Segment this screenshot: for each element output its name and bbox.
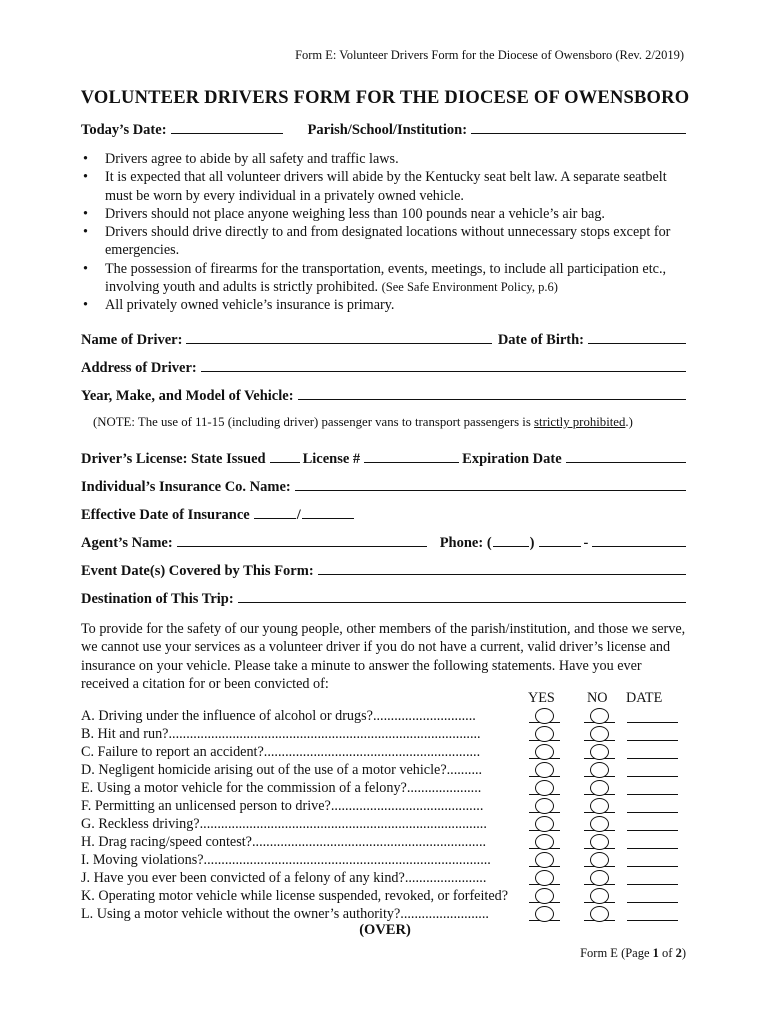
license-row xyxy=(81,451,686,468)
rule-item: • It is expected that all volunteer drivers will abide by the Kentucky seat belt law. A separate seatbelt must be worn by every individual in a privately owned vehicle. xyxy=(81,168,691,205)
agent-label: Agent’s Name: xyxy=(81,535,173,551)
date-field[interactable] xyxy=(627,776,678,777)
date-field[interactable] xyxy=(627,740,678,741)
effective-date-label: Effective Date of Insurance xyxy=(81,507,250,523)
question-text: H. Drag racing/speed contest?.................................................................. xyxy=(81,834,487,850)
agent-row: Agent’s Name: Phone: ( ) - xyxy=(81,535,686,552)
yes-radio[interactable] xyxy=(535,780,554,796)
yes-column-header: YES xyxy=(528,690,555,706)
yes-radio[interactable] xyxy=(535,906,554,922)
no-radio[interactable] xyxy=(590,762,609,778)
no-radio[interactable] xyxy=(590,798,609,814)
no-column-header: NO xyxy=(587,690,608,706)
question-text: K. Operating motor vehicle while license suspended, revoked, or forfeited? xyxy=(81,888,509,904)
rule-item: • Drivers agree to abide by all safety and traffic laws. xyxy=(81,150,691,168)
insurance-field[interactable] xyxy=(295,490,686,491)
address-row xyxy=(81,360,686,377)
van-note: (NOTE: The use of 11-15 (including driver) passenger vans to transport passengers is strictly prohibited.) xyxy=(93,415,633,429)
license-number-label: License # xyxy=(302,451,361,467)
date-field[interactable] xyxy=(627,830,678,831)
vehicle-label: Year, Make, and Model of Vehicle: xyxy=(81,388,294,404)
question-text: G. Reckless driving?................................................................................. xyxy=(81,816,487,832)
effective-date-row: Effective Date of Insurance / xyxy=(81,507,371,524)
question-text: L. Using a motor vehicle without the owner’s authority?......................... xyxy=(81,906,489,922)
vehicle-row xyxy=(81,388,686,405)
phone-line-field[interactable] xyxy=(592,546,686,547)
expiration-label: Expiration Date xyxy=(462,451,562,467)
date-field[interactable] xyxy=(627,794,678,795)
yes-radio[interactable] xyxy=(535,744,554,760)
rule-item: • The possession of firearms for the transportation, events, meetings, to include all participation etc., involving youth and adults is strictly prohibited. (See Safe Environment Policy, p.6) xyxy=(81,260,691,297)
destination-field[interactable] xyxy=(238,602,686,603)
rule-item: • Drivers should drive directly to and from designated locations without unnecessary stops except for emergencies. xyxy=(81,223,691,260)
address-label: Address of Driver: xyxy=(81,360,197,376)
question-text: B. Hit and run?........................................................................................ xyxy=(81,726,481,742)
no-radio[interactable] xyxy=(590,726,609,742)
address-field[interactable] xyxy=(201,371,686,372)
form-title: VOLUNTEER DRIVERS FORM FOR THE DIOCESE OF OWENSBORO xyxy=(80,88,690,108)
page-number: Form E (Page 1 of 2) xyxy=(580,946,686,960)
no-radio[interactable] xyxy=(590,888,609,904)
phone-label: Phone: ( xyxy=(439,535,492,551)
question-text: F. Permitting an unlicensed person to drive?........................................... xyxy=(81,798,484,814)
form-reference: Form E: Volunteer Drivers Form for the Diocese of Owensboro (Rev. 2/2019) xyxy=(295,48,684,62)
todays-date-field[interactable] xyxy=(171,133,283,134)
yes-radio[interactable] xyxy=(535,708,554,724)
yes-radio[interactable] xyxy=(535,816,554,832)
date-field[interactable] xyxy=(627,758,678,759)
no-radio[interactable] xyxy=(590,708,609,724)
no-radio[interactable] xyxy=(590,780,609,796)
date-field[interactable] xyxy=(627,812,678,813)
effective-month-field[interactable] xyxy=(254,518,296,519)
yes-radio[interactable] xyxy=(535,888,554,904)
yes-radio[interactable] xyxy=(535,726,554,742)
insurance-label: Individual’s Insurance Co. Name: xyxy=(81,479,291,495)
policy-reference: (See Safe Environment Policy, p.6) xyxy=(381,280,558,295)
intro-paragraph: To provide for the safety of our young people, other members of the parish/institution, and those we serve, we cannot use your services as a volunteer driver if you do not have a current, valid driver’s license and insurance on your vehicle. Please take a minute to answer the following statements. Have you ever received a citation for or been convicted of: xyxy=(81,621,686,692)
yes-radio[interactable] xyxy=(535,870,554,886)
dob-label: Date of Birth: xyxy=(497,332,584,348)
phone-prefix-field[interactable] xyxy=(539,546,581,547)
date-parish-row xyxy=(81,122,686,139)
destination-label: Destination of This Trip: xyxy=(81,591,234,607)
destination-row xyxy=(81,591,686,608)
parish-field[interactable] xyxy=(471,133,686,134)
question-text: I. Moving violations?................................................................................. xyxy=(81,852,491,868)
no-radio[interactable] xyxy=(590,744,609,760)
yes-radio[interactable] xyxy=(535,762,554,778)
yes-radio[interactable] xyxy=(535,852,554,868)
date-column-header: DATE xyxy=(626,690,663,706)
event-dates-row xyxy=(81,563,686,580)
todays-date-label: Today’s Date: xyxy=(81,122,167,138)
date-field[interactable] xyxy=(627,866,678,867)
no-radio[interactable] xyxy=(590,852,609,868)
phone-area-field[interactable] xyxy=(493,546,529,547)
date-field[interactable] xyxy=(627,848,678,849)
yes-radio[interactable] xyxy=(535,798,554,814)
driver-name-field[interactable] xyxy=(186,343,491,344)
event-dates-label: Event Date(s) Covered by This Form: xyxy=(81,563,314,579)
date-field[interactable] xyxy=(627,884,678,885)
rule-item: • Drivers should not place anyone weighing less than 100 pounds near a vehicle’s air bag. xyxy=(81,205,691,223)
license-number-field[interactable] xyxy=(364,462,459,463)
effective-year-field[interactable] xyxy=(302,518,354,519)
yes-radio[interactable] xyxy=(535,834,554,850)
question-text: D. Negligent homicide arising out of the use of a motor vehicle?.......... xyxy=(81,762,483,778)
event-dates-field[interactable] xyxy=(318,574,686,575)
question-text: C. Failure to report an accident?............................................................. xyxy=(81,744,481,760)
question-text: E. Using a motor vehicle for the commission of a felony?..................... xyxy=(81,780,482,796)
driver-name-row xyxy=(81,332,686,349)
license-state-field[interactable] xyxy=(270,462,300,463)
date-field[interactable] xyxy=(627,920,678,921)
parish-label: Parish/School/Institution: xyxy=(307,122,468,138)
expiration-field[interactable] xyxy=(566,462,686,463)
date-field[interactable] xyxy=(627,902,678,903)
question-text: J. Have you ever been convicted of a felony of any kind?....................... xyxy=(81,870,487,886)
rule-item: • All privately owned vehicle’s insurance is primary. xyxy=(81,296,691,314)
agent-field[interactable] xyxy=(177,546,427,547)
question-text: A. Driving under the influence of alcohol or drugs?............................. xyxy=(81,708,476,724)
rules-list xyxy=(81,150,691,315)
no-radio[interactable] xyxy=(590,816,609,832)
vehicle-field[interactable] xyxy=(298,399,686,400)
note-emphasis: strictly prohibited xyxy=(534,415,626,429)
no-radio[interactable] xyxy=(590,906,609,922)
license-state-label: Driver’s License: State Issued xyxy=(81,451,266,467)
driver-name-label: Name of Driver: xyxy=(81,332,183,348)
no-radio[interactable] xyxy=(590,834,609,850)
dob-field[interactable] xyxy=(588,343,686,344)
no-radio[interactable] xyxy=(590,870,609,886)
over-note: (OVER) xyxy=(359,922,411,938)
date-field[interactable] xyxy=(627,722,678,723)
insurance-row xyxy=(81,479,686,496)
